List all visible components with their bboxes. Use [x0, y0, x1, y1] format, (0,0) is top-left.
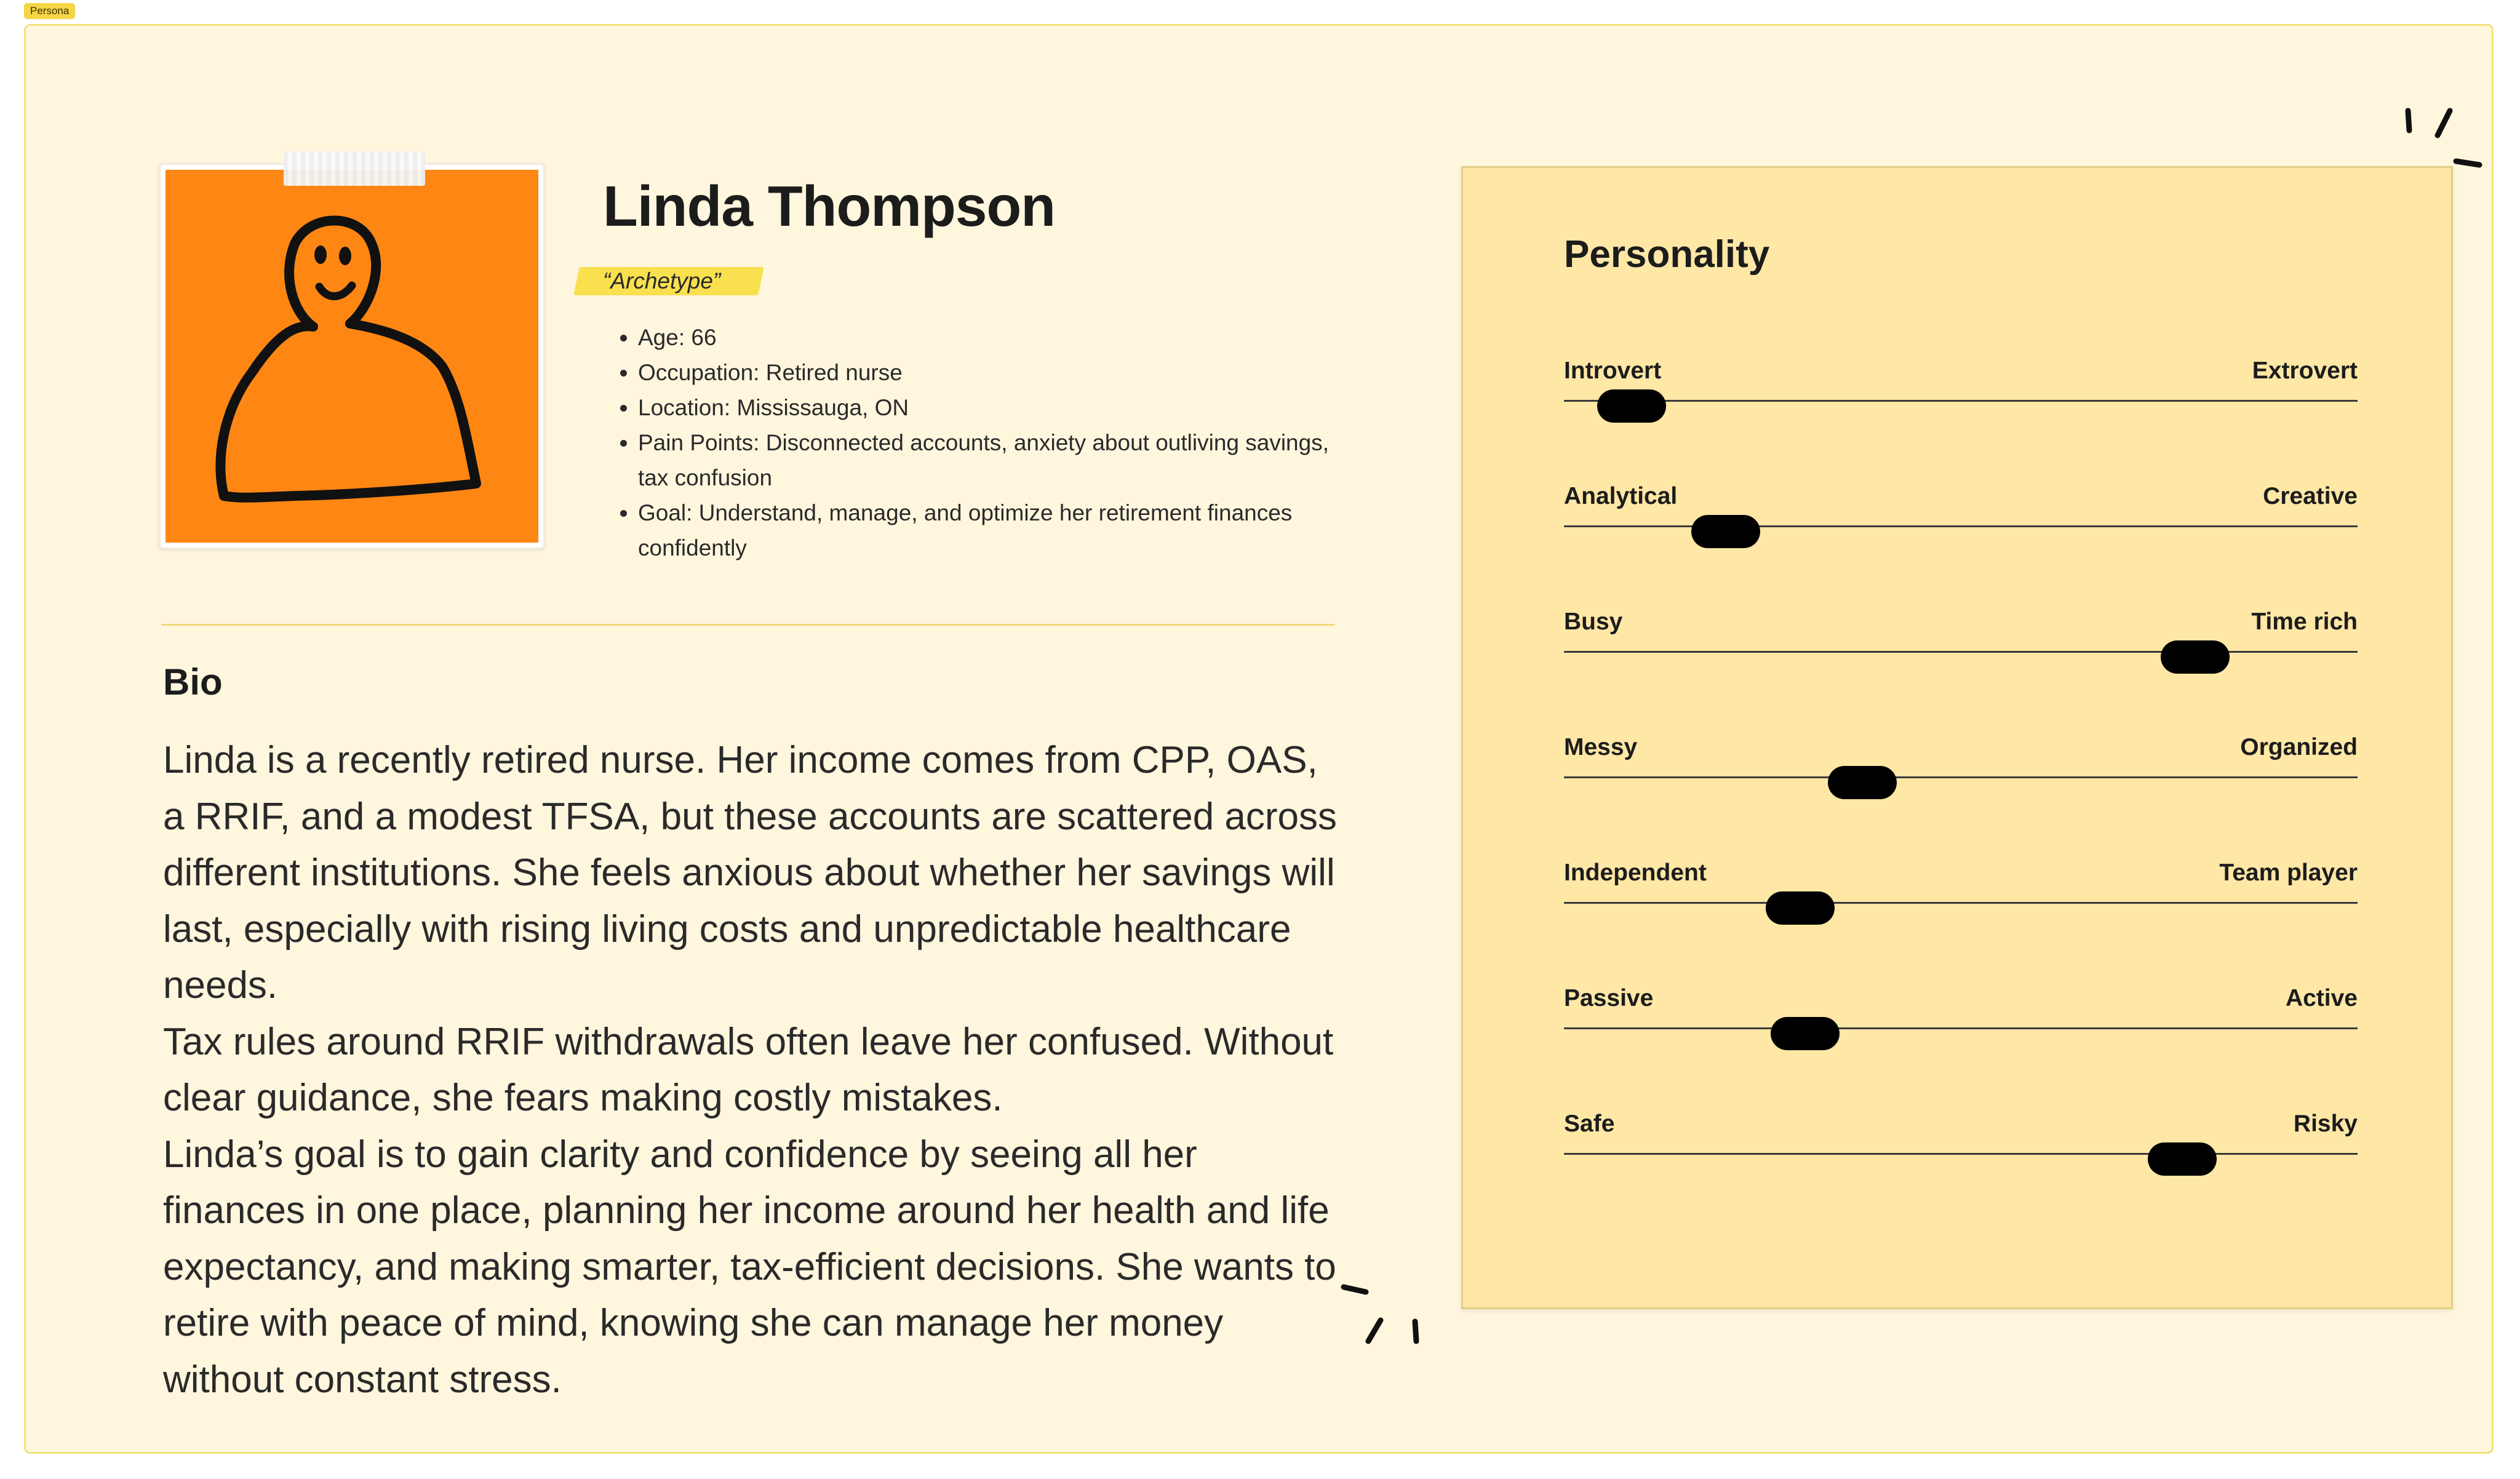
- trait-independent-teamplayer: [1564, 859, 2358, 927]
- trait-introvert-extrovert: [1564, 357, 2358, 425]
- trait-left-label: Busy: [1564, 608, 1623, 635]
- fact-occupation: • Occupation: Retired nurse: [638, 355, 1346, 390]
- trait-right-label: Time rich: [2251, 608, 2358, 635]
- fact-age: • Age: 66: [638, 320, 1346, 355]
- person-sketch-icon: [165, 170, 538, 543]
- avatar-card: [159, 163, 545, 549]
- trait-left-label: Messy: [1564, 734, 1638, 760]
- trait-busy-timerich: [1564, 608, 2358, 676]
- persona-facts: [615, 320, 1346, 565]
- trait-right-label: Creative: [2263, 483, 2358, 509]
- persona-name: Linda Thompson: [603, 174, 1056, 238]
- tape-decoration: [284, 151, 425, 186]
- avatar: [165, 170, 538, 543]
- trait-track[interactable]: [1564, 1153, 2358, 1155]
- section-divider: [161, 624, 1335, 626]
- trait-analytical-creative: [1564, 483, 2358, 551]
- personality-panel: [1461, 166, 2453, 1309]
- trait-slider-knob[interactable]: [1766, 891, 1835, 925]
- trait-right-label: Active: [2285, 985, 2358, 1011]
- trait-right-label: Extrovert: [2252, 357, 2358, 384]
- bio-paragraph: Linda is a recently retired nurse. Her income comes from CPP, OAS, a RRIF, and a modest TFSA, but these accounts are scattered across different institutions. She feels anxious about whether her savings will last, especially with rising living costs and unpredictable healthcare needs.: [163, 739, 1338, 1007]
- fact-location: • Location: Mississauga, ON: [638, 390, 1346, 425]
- bio-paragraph: Linda’s goal is to gain clarity and confidence by seeing all her finances in one place, planning her income around her health and life expectancy, and making smarter, tax-efficient decisions. She wants to retire with peace of mind, knowing she can manage her money without constant stress.: [163, 1133, 1336, 1401]
- trait-slider-knob[interactable]: [2161, 640, 2230, 674]
- trait-slider-knob[interactable]: [1691, 515, 1760, 548]
- spark-lines-icon: [2370, 81, 2493, 186]
- trait-passive-active: [1564, 985, 2358, 1053]
- trait-safe-risky: [1564, 1110, 2358, 1178]
- trait-slider-knob[interactable]: [2148, 1142, 2217, 1176]
- persona-frame: [24, 24, 2494, 1454]
- bio-text: [163, 732, 1344, 1408]
- trait-right-label: Risky: [2293, 1110, 2358, 1137]
- trait-track[interactable]: [1564, 776, 2358, 778]
- trait-right-label: Organized: [2240, 734, 2358, 760]
- trait-left-label: Introvert: [1564, 357, 1662, 384]
- trait-track[interactable]: [1564, 1027, 2358, 1029]
- trait-track[interactable]: [1564, 902, 2358, 904]
- personality-heading: Personality: [1564, 233, 1770, 276]
- spark-lines-icon: [1336, 1269, 1459, 1373]
- trait-messy-organized: [1564, 734, 2358, 802]
- trait-track[interactable]: [1564, 400, 2358, 402]
- trait-left-label: Passive: [1564, 985, 1654, 1011]
- fact-pain-points: • Pain Points: Disconnected accounts, anxiety about outliving savings, tax confusion: [638, 425, 1346, 495]
- trait-left-label: Safe: [1564, 1110, 1615, 1137]
- trait-right-label: Team player: [2219, 859, 2358, 886]
- trait-track[interactable]: [1564, 651, 2358, 653]
- trait-slider-knob[interactable]: [1771, 1017, 1840, 1050]
- trait-slider-knob[interactable]: [1597, 389, 1666, 423]
- trait-slider-knob[interactable]: [1828, 766, 1897, 799]
- bio-paragraph: Tax rules around RRIF withdrawals often leave her confused. Without clear guidance, she fears making costly mistakes.: [163, 1020, 1334, 1119]
- archetype-label: “Archetype”: [603, 268, 721, 293]
- trait-left-label: Analytical: [1564, 483, 1678, 509]
- fact-goal: • Goal: Understand, manage, and optimize her retirement finances confidently: [638, 495, 1346, 565]
- trait-track[interactable]: [1564, 525, 2358, 527]
- bio-heading: Bio: [163, 661, 223, 703]
- trait-left-label: Independent: [1564, 859, 1707, 886]
- frame-label[interactable]: Persona: [24, 3, 75, 19]
